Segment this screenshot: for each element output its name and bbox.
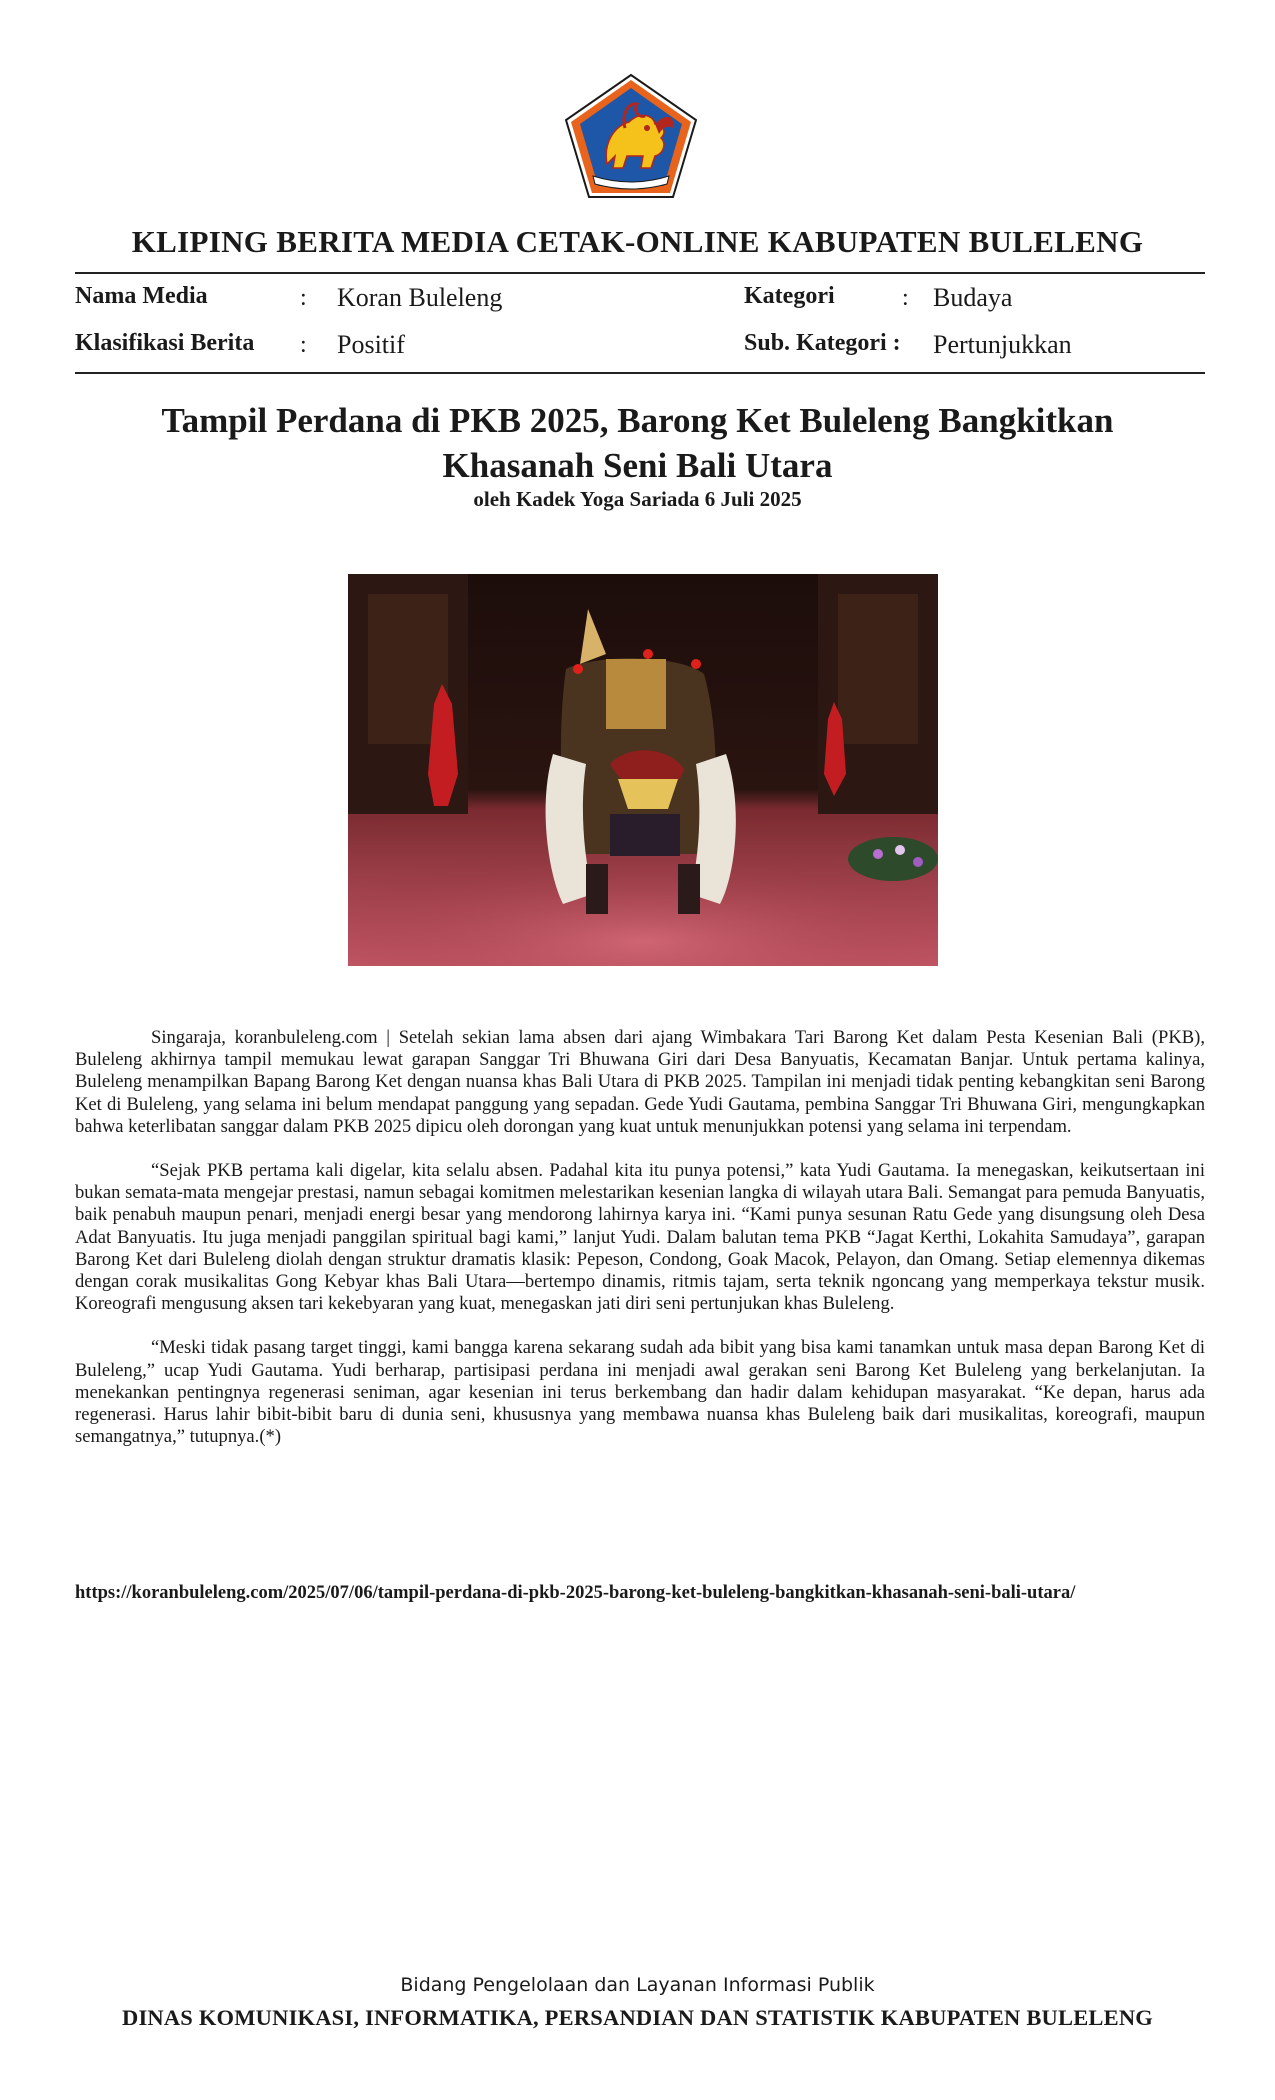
kategori-colon: : — [902, 285, 909, 311]
footer-department: Bidang Pengelolaan dan Layanan Informasi Publik — [400, 1974, 875, 1996]
article-byline: oleh Kadek Yoga Sariada 6 Juli 2025 — [473, 487, 802, 511]
header-bottom-rule — [75, 372, 1205, 374]
barong-ket-photo — [348, 574, 938, 966]
article-headline — [100, 398, 1175, 488]
sub-kategori-value: Pertunjukkan — [933, 330, 1072, 359]
klasifikasi-berita-colon: : — [300, 332, 307, 358]
headline-line-1: Tampil Perdana di PKB 2025, Barong Ket Buleleng Bangkitkan — [161, 401, 1114, 440]
source-url-link[interactable]: https://koranbuleleng.com/2025/07/06/tampil-perdana-di-pkb-2025-barong-ket-buleleng-bangkitkan-khasanah-seni-bali-utara/ — [75, 1583, 1076, 1603]
emblem-svg — [563, 72, 699, 200]
header-top-rule — [75, 272, 1205, 274]
regency-emblem-logo — [563, 72, 699, 200]
footer-agency: DINAS KOMUNIKASI, INFORMATIKA, PERSANDIAN DAN STATISTIK KABUPATEN BULELENG — [122, 2005, 1153, 2030]
klasifikasi-berita-value: Positif — [337, 330, 405, 359]
sub-kategori-label: Sub. Kategori : — [744, 330, 901, 356]
headline-line-2: Khasanah Seni Bali Utara — [442, 446, 833, 485]
nama-media-label: Nama Media — [75, 283, 208, 309]
kategori-value: Budaya — [933, 283, 1013, 312]
article-body — [75, 1027, 1205, 1470]
klasifikasi-berita-label: Klasifikasi Berita — [75, 330, 255, 356]
article-paragraph-1: Singaraja, koranbuleleng.com | Setelah sekian lama absen dari ajang Wimbakara Tari Barong Ket dalam Pesta Kesenian Bali (PKB), Buleleng akhirnya tampil memukau lewat garapan Sanggar Tri Bhuwana Giri dari Desa Banyuatis, Kecamatan Banjar. Untuk pertama kalinya, Buleleng menampilkan Bapang Barong Ket dengan nuansa khas Bali Utara di PKB 2025. Tampilan ini menjadi tidak penting kebangkitan seni Barong Ket di Buleleng, yang selama ini belum mendapat panggung yang sepadan. Gede Yudi Gautama, pembina Sanggar Tri Bhuwana Giri, mengungkapkan bahwa keterlibatan sanggar dalam PKB 2025 dipicu oleh dorongan yang kuat untuk menunjukkan potensi yang selama ini terpendam. — [75, 1027, 1205, 1137]
barong-ket-photo-illustration — [348, 574, 938, 966]
nama-media-value: Koran Buleleng — [337, 283, 503, 312]
kategori-label: Kategori — [744, 283, 835, 309]
article-paragraph-2: “Sejak PKB pertama kali digelar, kita selalu absen. Padahal kita itu punya potensi,” kata Yudi Gautama. Ia menegaskan, keikutsertaan ini bukan semata-mata mengejar prestasi, namun sebagai komitmen melestarikan kesenian langka di wilayah utara Bali. Semangat para pemuda Banyuatis, baik penabuh maupun penari, menjadi energi besar yang mendorong lahirnya karya ini. “Kami punya sesunan Ratu Gede yang disungsung oleh Desa Adat Banyuatis. Itu juga menjadi panggilan spiritual bagi kami,” lanjut Yudi. Dalam balutan tema PKB “Jagat Kerthi, Lokahita Samudaya”, garapan Barong Ket dari Buleleng diolah dengan struktur dramatis klasik: Pepeson, Condong, Goak Macok, Pelayon, dan Omang. Setiap elemennya dikemas dengan corak musikalitas Gong Kebyar khas Bali Utara—bertempo dinamis, ritmis tajam, serta teknik ngoncang yang memperkaya tekstur musik. Koreografi mengusung aksen tari kekebyaran yang kuat, menegaskan jati diri seni pertunjukan khas Buleleng. — [75, 1160, 1205, 1315]
kliping-title: KLIPING BERITA MEDIA CETAK-ONLINE KABUPATEN BULELENG — [131, 224, 1144, 259]
nama-media-colon: : — [300, 285, 307, 311]
article-paragraph-3: “Meski tidak pasang target tinggi, kami bangga karena sekarang sudah ada bibit yang bisa kami tanamkan untuk masa depan Barong Ket di Buleleng,” ucap Yudi Gautama. Yudi berharap, partisipasi perdana ini menjadi awal gerakan seni Barong Ket Buleleng yang berkelanjutan. Ia menekankan pentingnya regenerasi seniman, agar kesenian ini terus berkembang dan hadir dalam kehidupan masyarakat. “Ke depan, harus ada regenerasi. Harus lahir bibit-bibit baru di dunia seni, khususnya yang membawa nuansa khas Buleleng baik dari musikalitas, koreografi, maupun semangatnya,” tutupnya.(*) — [75, 1337, 1205, 1448]
